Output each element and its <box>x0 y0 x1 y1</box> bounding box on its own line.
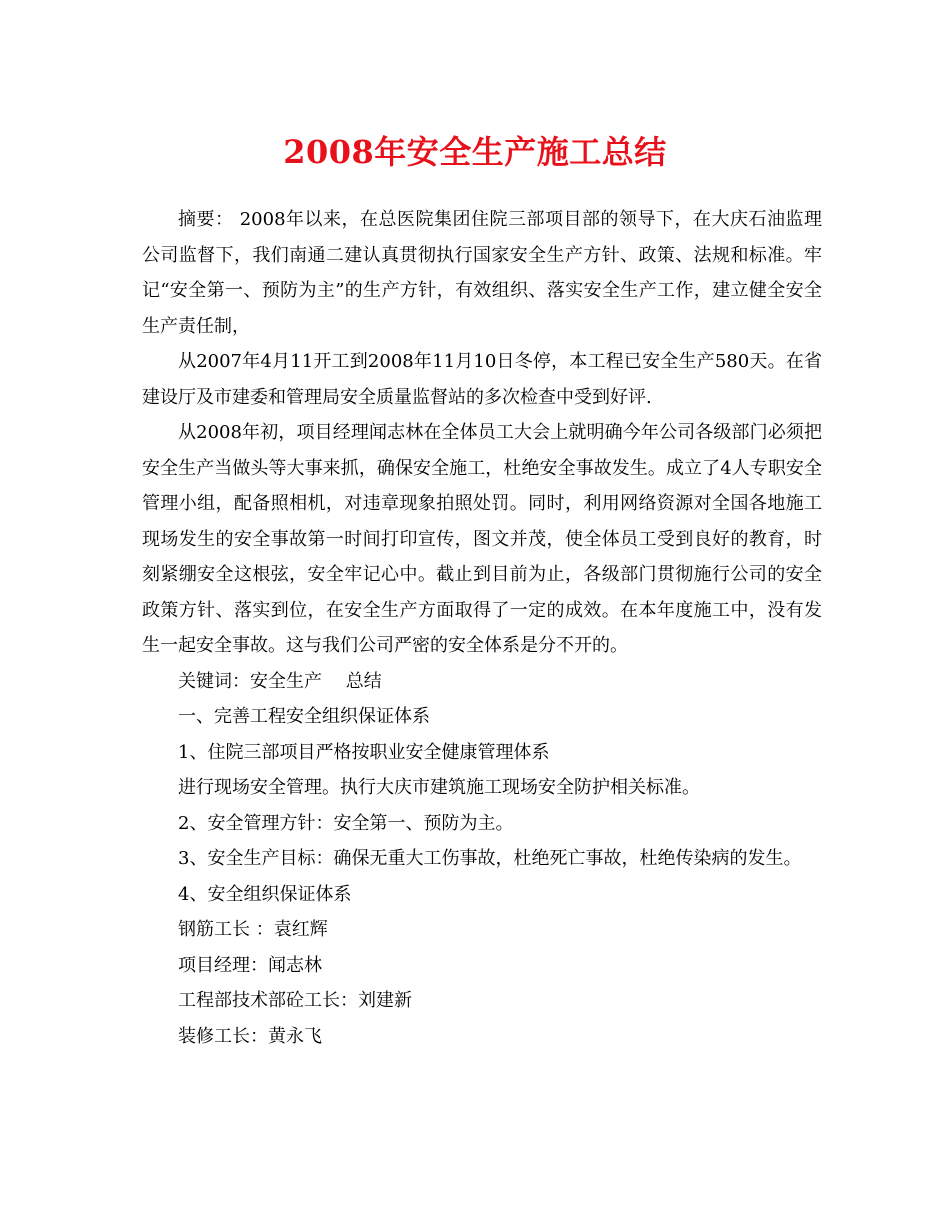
role-line: 装修工长：黄永飞 <box>178 1025 322 1047</box>
list-item-3: 3、安全生产目标：确保无重大工伤事故，杜绝死亡事故，杜绝传染病的发生。 <box>178 848 802 869</box>
list-item-1: 1、住院三部项目严格按职业安全健康管理体系 <box>178 741 550 763</box>
role-line: 项目经理：闻志林 <box>178 954 322 976</box>
progress-paragraph: 从2007年4月11开工到2008年11月10日冬停，本工程已安全生产580天。在省建设厅及市建委和管理局安全质量监督站的多次检查中受到好评. <box>142 351 822 408</box>
role-line: 工程部技术部砼工长：刘建新 <box>178 990 412 1011</box>
list-item-4: 4、安全组织保证体系 <box>178 883 352 905</box>
list-item-1-continuation: 进行现场安全管理。执行大庆市建筑施工现场安全防护相关标准。 <box>178 777 700 798</box>
role-line: 钢筋工长 ：袁红辉 <box>178 919 328 940</box>
document-title: 2008年安全生产施工总结 <box>283 133 667 171</box>
document-body <box>142 202 822 1054</box>
keywords-line: 关键词：安全生产 总结 <box>178 670 382 692</box>
management-paragraph: 从2008年初，项目经理闻志林在全体员工大会上就明确今年公司各级部门必须把安全生产当做头等大事来抓，确保安全施工，杜绝安全事故发生。成立了4人专职安全管理小组，配备照相机，对违章现象拍照处罚。同时，利用网络资源对全国各地施工现场发生的安全事故第一时间打印宣传，图文并茂，使全体员工受到良好的教育，时刻紧绷安全这根弦，安全牢记心中。截止到目前为止，各级部门贯彻施行公司的安全政策方针、落实到位，在安全生产方面取得了一定的成效。在本年度施工中，没有发生一起安全事故。这与我们公司严密的安全体系是分不开的。 <box>142 422 822 656</box>
abstract-paragraph: 摘要： 2008年以来，在总医院集团住院三部项目部的领导下，在大庆石油监理公司监督下，我们南通二建认真贯彻执行国家安全生产方针、政策、法规和标准。牢记“安全第一、预防为主”的生产方针，有效组织、落实安全生产工作，建立健全安全生产责任制， <box>142 209 822 337</box>
section-heading: 一、完善工程安全组织保证体系 <box>178 706 430 727</box>
list-item-2: 2、安全管理方针：安全第一、预防为主。 <box>178 812 514 834</box>
